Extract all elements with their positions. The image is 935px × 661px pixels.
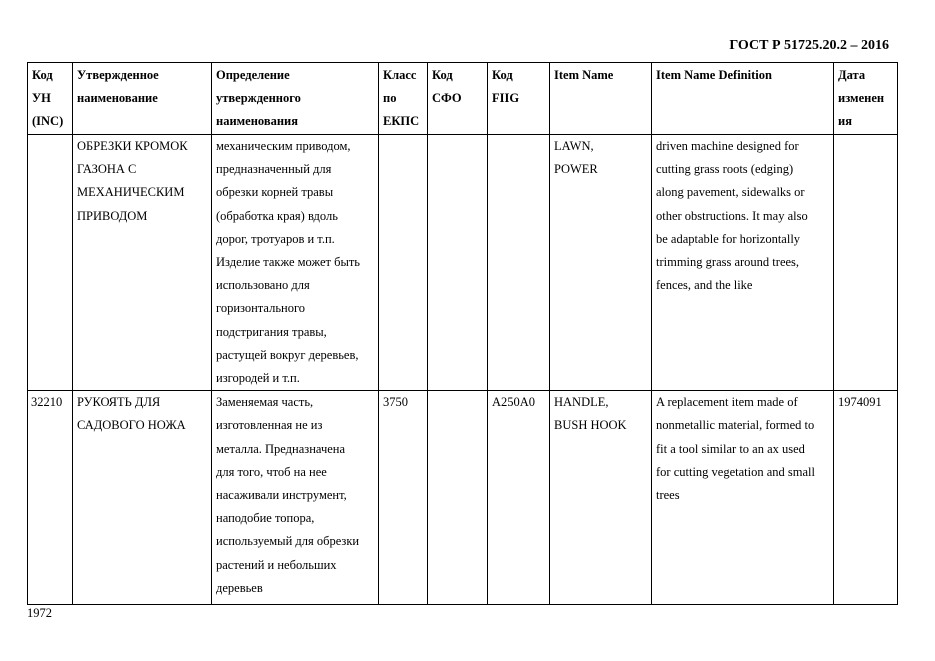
- header-item-name: Item Name: [550, 63, 652, 135]
- approved-name-cell: РУКОЯТЬ ДЛЯ САДОВОГО НОЖА: [73, 391, 212, 605]
- header-change-date: Дата изменен ия: [834, 63, 898, 135]
- header-row: [28, 63, 898, 135]
- item-name-cell: LAWN, POWER: [550, 135, 652, 391]
- table-row: [28, 135, 898, 391]
- header-name-definition: Определение утвержденного наименования: [212, 63, 379, 135]
- header-fiig-code: Код FIIG: [488, 63, 550, 135]
- ekps-class-cell: [379, 135, 428, 391]
- inc-code-cell: [28, 135, 73, 391]
- name-definition-cell: Заменяемая часть, изготовленная не из металла. Предназначена для того, чтоб на нее насаживали инструмент, наподобие топора, используемый для обрезки растений и небольших деревьев: [212, 391, 379, 605]
- header-inc-code: Код УН (INC): [28, 63, 73, 135]
- item-name-definition-cell: driven machine designed for cutting grass roots (edging) along pavement, sidewalks or other obstructions. It may also be adaptable for horizontally trimming grass around trees, fences, and the like: [652, 135, 834, 391]
- change-date-cell: [834, 135, 898, 391]
- sfo-code-cell: [428, 391, 488, 605]
- table-row: [28, 391, 898, 605]
- item-name-cell: HANDLE, BUSH HOOK: [550, 391, 652, 605]
- header-approved-name: Утвержденное наименование: [73, 63, 212, 135]
- sfo-code-cell: [428, 135, 488, 391]
- page-number: 1972: [27, 606, 52, 620]
- header-ekps-class: Класс по ЕКПС: [379, 63, 428, 135]
- change-date-cell: 1974091: [834, 391, 898, 605]
- ekps-class-cell: 3750: [379, 391, 428, 605]
- approved-name-cell: ОБРЕЗКИ КРОМОК ГАЗОНА С МЕХАНИЧЕСКИМ ПРИВОДОМ: [73, 135, 212, 391]
- header-item-name-definition: Item Name Definition: [652, 63, 834, 135]
- name-definition-cell: механическим приводом, предназначенный для обрезки корней травы (обработка края) вдоль дорог, тротуаров и т.п. Изделие также может быть использовано для горизонтального подстригания травы, растущей вокруг деревьев, изгородей и т.п.: [212, 135, 379, 391]
- fiig-code-cell: [488, 135, 550, 391]
- inc-code-cell: 32210: [28, 391, 73, 605]
- nomenclature-table: [27, 62, 898, 605]
- item-name-definition-cell: A replacement item made of nonmetallic material, formed to fit a tool similar to an ax used for cutting vegetation and small trees: [652, 391, 834, 605]
- fiig-code-cell: A250A0: [488, 391, 550, 605]
- header-sfo-code: Код СФО: [428, 63, 488, 135]
- document-title: ГОСТ Р 51725.20.2 – 2016: [729, 38, 889, 53]
